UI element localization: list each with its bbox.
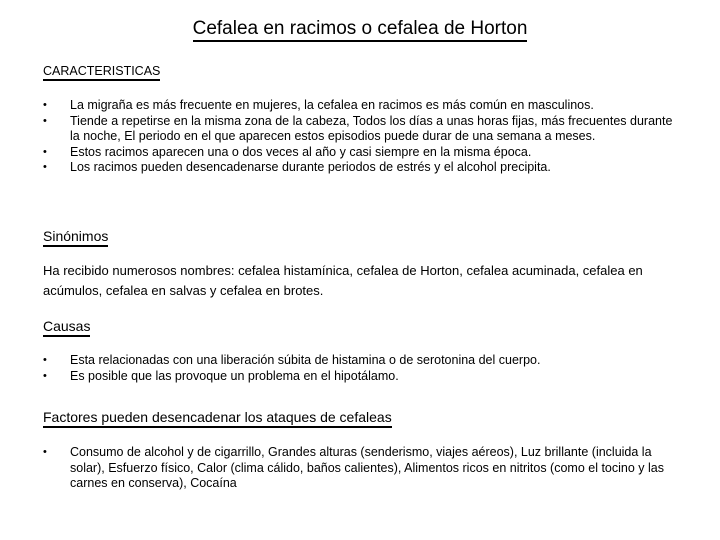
caracteristicas-list: [43, 98, 683, 176]
list-item: • Tiende a repetirse en la misma zona de la cabeza, Todos los días a unas horas fijas, más frecuentes durante la noche, El periodo en el que aparecen estos episodios puede durar de una semana a meses.: [43, 114, 683, 145]
list-item: • La migraña es más frecuente en mujeres, la cefalea en racimos es más común en masculinos.: [43, 98, 683, 114]
list-item: • Es posible que las provoque un problema en el hipotálamo.: [43, 369, 683, 385]
section-heading-caracteristicas: CARACTERISTICAS: [43, 62, 160, 80]
list-item: • Esta relacionadas con una liberación súbita de histamina o de serotonina del cuerpo.: [43, 353, 683, 369]
list-item: • Consumo de alcohol y de cigarrillo, Grandes alturas (senderismo, viajes aéreos), Luz brillante (incluida la solar), Esfuerzo físico, Calor (clima cálido, baños calientes), Alimentos ricos en nitritos (como el tocino y las carnes en conserva), Cocaína: [43, 445, 683, 492]
sinonimos-paragraph: Ha recibido numerosos nombres: cefalea histamínica, cefalea de Horton, cefalea acuminada, cefalea en acúmulos, cefalea en salvas y cefalea en brotes.: [43, 263, 643, 298]
list-item: • Estos racimos aparecen una o dos veces al año y casi siempre en la misma época.: [43, 145, 683, 161]
section-heading-factores: Factores pueden desencadenar los ataques de cefaleas: [43, 408, 392, 426]
section-heading-causas: Causas: [43, 317, 90, 335]
causas-list: [43, 353, 683, 384]
page-title-text: Cefalea en racimos o cefalea de Horton: [193, 18, 528, 42]
factores-list: [43, 445, 683, 492]
list-item: • Los racimos pueden desencadenarse durante periodos de estrés y el alcohol precipita.: [43, 160, 683, 176]
section-heading-sinonimos: Sinónimos: [43, 227, 108, 245]
page-title: [0, 17, 720, 41]
